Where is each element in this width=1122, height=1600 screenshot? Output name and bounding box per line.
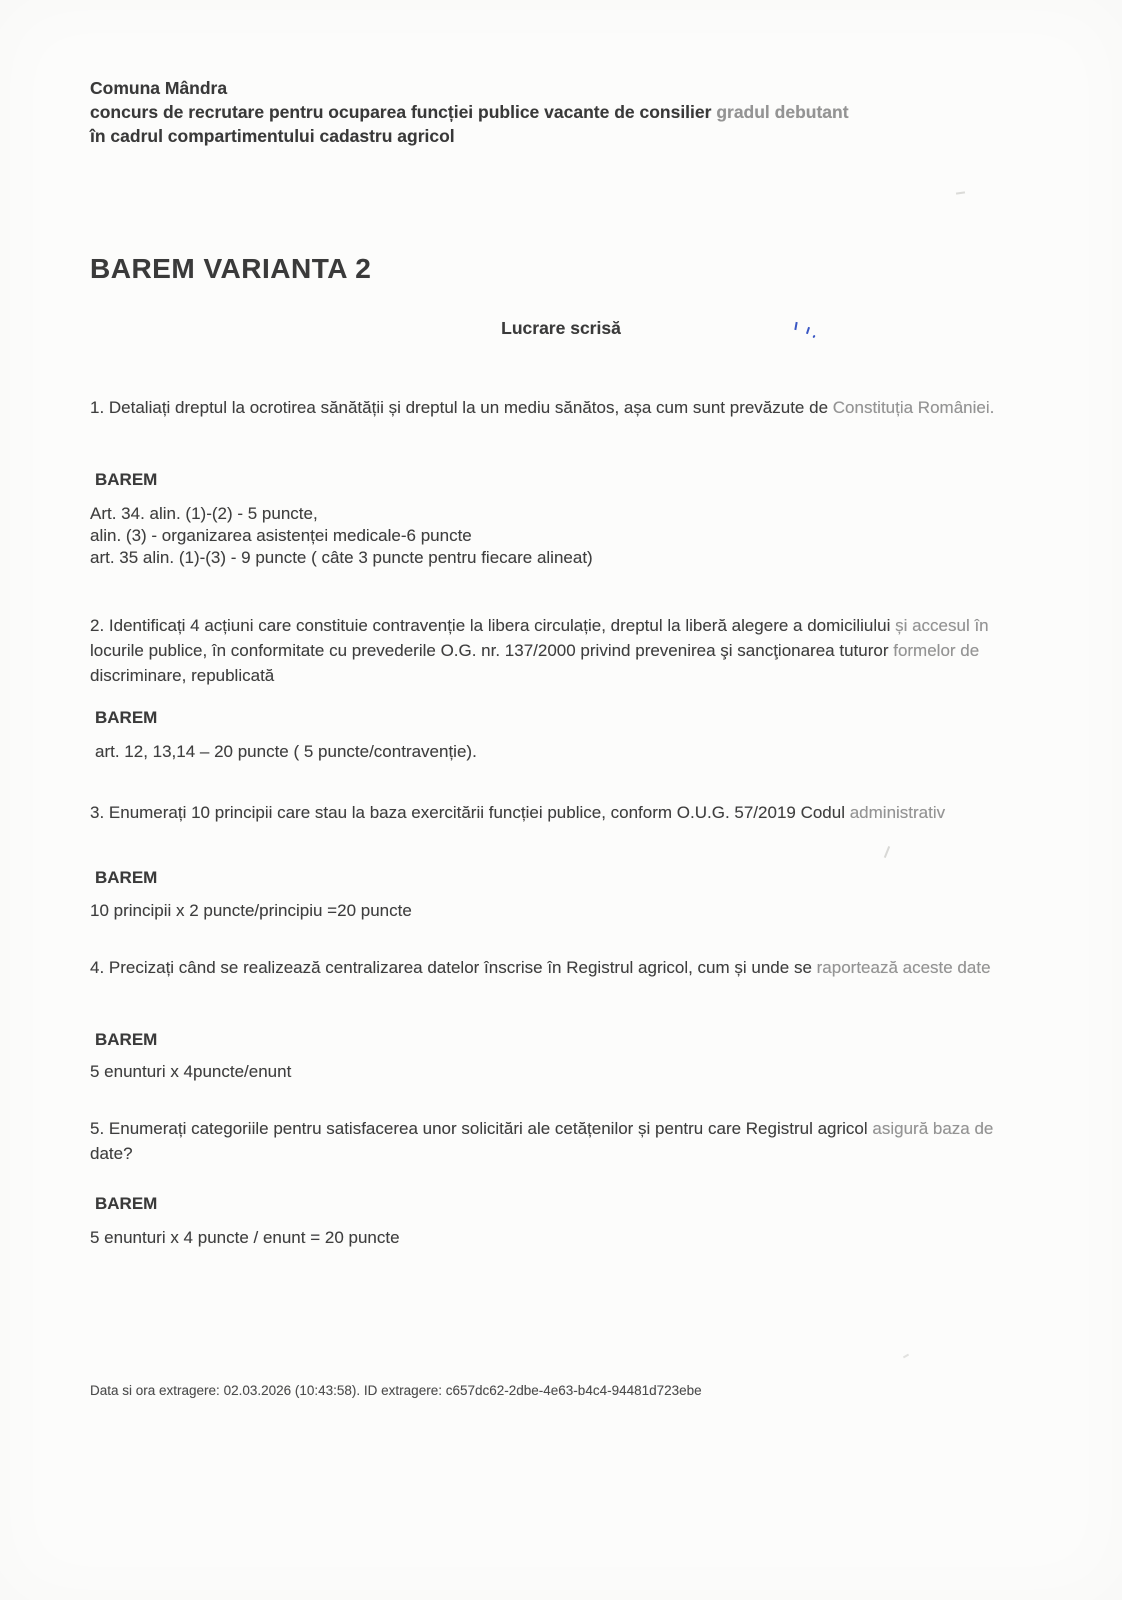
blue-pen-mark [790, 320, 834, 344]
page-title: BAREM VARIANTA 2 [90, 253, 372, 284]
question-4-line-1: 4. Precizați când se realizează centralizarea datelor înscrise în Registrul agricol, cum și unde se [90, 958, 812, 977]
question-2-line-3: discriminare, republicată [90, 666, 275, 685]
barem-4-label: BAREM [95, 1030, 158, 1049]
header-line-2-main: concurs de recrutare pentru ocuparea funcției publice vacante de consilier [90, 102, 712, 122]
question-3-line-1-fade: administrativ [845, 803, 946, 822]
question-3-line-1: 3. Enumerați 10 principii care stau la baza exercitării funcției publice, conform O.U.G. 57/2019 Codul [90, 803, 845, 822]
question-5-line-1: 5. Enumerați categoriile pentru satisfacerea unor solicitări ale cetățenilor și pentru care Registrul agricol [90, 1119, 868, 1138]
question-2-line-2: locurile publice, în conformitate cu prevederile O.G. nr. 137/2000 privind prevenirea şi sancţionarea tuturor [90, 641, 889, 660]
scan-speck [884, 846, 890, 858]
barem-3-label: BAREM [95, 868, 158, 887]
question-3-text [90, 800, 1082, 825]
barem-4-answer [90, 1061, 1082, 1083]
question-5-line-2: date? [90, 1144, 133, 1163]
question-2-text [90, 613, 1082, 688]
question-1-line-1: 1. Detaliați dreptul la ocrotirea sănătății și dreptul la un mediu sănătos, așa cum sunt prevăzute de [90, 398, 829, 417]
header-line-2-fade: gradul debutant [711, 102, 849, 122]
barem-4-line-1: 5 enunturi x 4puncte/enunt [90, 1062, 292, 1081]
question-line [90, 800, 1082, 825]
question-1-text [90, 395, 1082, 420]
barem-1-answer [90, 503, 1082, 569]
barem-5-answer [90, 1227, 1082, 1249]
barem-2-answer [95, 741, 1082, 763]
question-line [90, 395, 1082, 420]
question-2-line-1: 2. Identificați 4 acțiuni care constituie contravenție la libera circulație, dreptul la liberă alegere a domiciliului [90, 616, 891, 635]
question-2-line-1-fade: și accesul în [890, 616, 989, 635]
barem-1-label: BAREM [95, 470, 158, 489]
question-line [90, 663, 1082, 688]
question-4-line-1-fade: raportează aceste date [811, 958, 991, 977]
scan-speck [956, 191, 965, 194]
scan-speck [903, 1354, 909, 1359]
barem-3-answer [90, 900, 1082, 922]
document-header [90, 76, 1082, 148]
question-1-line-1-fade: Constituția României. [828, 398, 995, 417]
barem-1-line-3: art. 35 alin. (1)-(3) - 9 puncte ( câte 3 puncte pentru fiecare alineat) [90, 548, 593, 567]
question-4-text [90, 955, 1082, 980]
question-line [90, 638, 1082, 663]
page-subtitle: Lucrare scrisă [501, 318, 621, 338]
question-line [90, 1116, 1082, 1141]
question-5-line-1-fade: asigură baza de [867, 1119, 994, 1138]
barem-2-label: BAREM [95, 708, 158, 727]
question-line [90, 1141, 1082, 1166]
header-line-1: Comuna Mândra [90, 78, 228, 98]
barem-3-line-1: 10 principii x 2 puncte/principiu =20 puncte [90, 901, 412, 920]
barem-5-line-1: 5 enunturi x 4 puncte / enunt = 20 puncte [90, 1228, 400, 1247]
question-line [90, 613, 1082, 638]
barem-5-label: BAREM [95, 1194, 158, 1213]
question-line [90, 955, 1082, 980]
barem-2-line-1: art. 12, 13,14 – 20 puncte ( 5 puncte/contravenție). [95, 742, 477, 761]
barem-1-line-1: Art. 34. alin. (1)-(2) - 5 puncte, [90, 504, 318, 523]
extraction-footer: Data si ora extragere: 02.03.2026 (10:43:58). ID extragere: c657dc62-2dbe-4e63-b4c4-94481d723ebe [90, 1383, 702, 1398]
barem-1-line-2: alin. (3) - organizarea asistenței medicale-6 puncte [90, 526, 472, 545]
question-2-line-2-fade: formelor de [888, 641, 980, 660]
question-5-text [90, 1116, 1082, 1166]
header-line-3: în cadrul compartimentului cadastru agricol [90, 126, 455, 146]
header-line-2 [90, 100, 1082, 124]
